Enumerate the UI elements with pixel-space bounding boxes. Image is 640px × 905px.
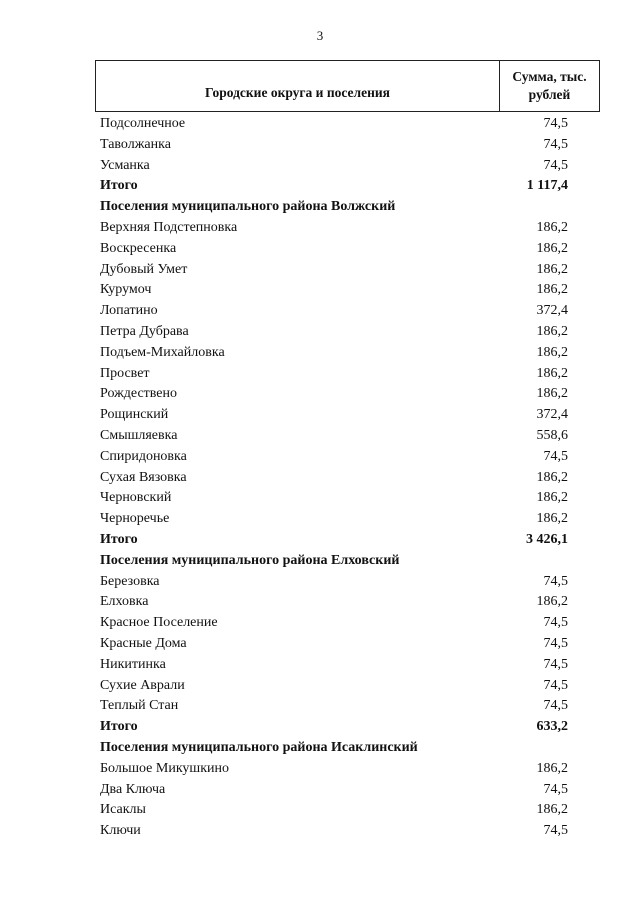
settlement-name: Итого [100,531,138,547]
table-row [0,572,640,593]
table-row [0,322,640,343]
table-row [0,696,640,717]
section-heading: Поселения муниципального района Елховский [100,552,400,568]
settlement-name: Сухая Вязовка [100,469,187,485]
section-heading: Поселения муниципального района Волжский [100,199,396,215]
settlement-name: Таволжанка [100,136,171,152]
table-row [0,655,640,676]
amount: 186,2 [536,219,568,235]
table-row [0,156,640,177]
table-row [0,592,640,613]
section-heading-row [0,197,640,218]
amount: 74,5 [543,698,568,714]
table-header [95,60,600,112]
table-row [0,468,640,489]
page-number: 3 [316,28,324,43]
amount: 186,2 [536,594,568,610]
settlement-name: Ключи [100,823,141,839]
settlement-name: Петра Дубрава [100,323,189,339]
total-row [0,717,640,738]
table-row [0,509,640,530]
table-row [0,613,640,634]
amount: 186,2 [536,490,568,506]
table-row [0,488,640,509]
column-header-sum-line1: Сумма, тыс. [512,69,587,84]
table-row [0,447,640,468]
amount: 186,2 [536,261,568,277]
table-row [0,634,640,655]
settlement-name: Усманка [100,157,150,173]
table-row [0,384,640,405]
table-row [0,135,640,156]
table-row [0,280,640,301]
table-body [0,114,640,842]
amount: 74,5 [543,615,568,631]
amount: 74,5 [543,656,568,672]
settlement-name: Подъем-Михайловка [100,344,225,360]
settlement-name: Смышляевка [100,427,178,443]
table-row [0,780,640,801]
total-row [0,530,640,551]
table-row [0,364,640,385]
amount: 74,5 [543,635,568,651]
total-amount: 3 426,1 [526,531,568,547]
settlement-name: Воскресенка [100,240,177,256]
settlement-name: Сухие Аврали [100,677,185,693]
amount: 372,4 [536,407,568,423]
amount: 558,6 [536,427,568,443]
table-row [0,800,640,821]
amount: 186,2 [536,511,568,527]
amount: 74,5 [543,677,568,693]
amount: 186,2 [536,386,568,402]
amount: 74,5 [543,823,568,839]
section-heading-row [0,551,640,572]
amount: 372,4 [536,303,568,319]
table-row [0,239,640,260]
amount: 74,5 [543,448,568,464]
settlement-name: Никитинка [100,656,166,672]
amount: 186,2 [536,282,568,298]
section-heading: Поселения муниципального района Исаклинский [100,739,418,755]
settlement-name: Спиридоновка [100,448,187,464]
settlement-name: Дубовый Умет [100,261,188,277]
settlement-name: Елховка [100,594,149,610]
settlement-name: Рощинский [100,407,169,423]
amount: 74,5 [543,136,568,152]
section-heading-row [0,738,640,759]
settlement-name: Верхняя Подстепновка [100,219,238,235]
table-row [0,405,640,426]
amount: 186,2 [536,802,568,818]
settlement-name: Итого [100,719,138,735]
settlement-name: Красные Дома [100,635,187,651]
total-amount: 1 117,4 [526,178,568,194]
amount: 74,5 [543,781,568,797]
settlement-name: Черновский [100,490,172,506]
amount: 74,5 [543,157,568,173]
column-header-sum [500,61,599,111]
table-row [0,426,640,447]
settlement-name: Рождествено [100,386,178,402]
amount: 186,2 [536,365,568,381]
amount: 186,2 [536,240,568,256]
settlement-name: Черноречье [100,511,170,527]
total-amount: 633,2 [536,719,568,735]
column-header-settlements: Городские округа и поселения [96,61,500,111]
settlement-name: Теплый Стан [100,698,179,714]
settlement-name: Березовка [100,573,160,589]
column-header-sum-line2: рублей [528,87,571,102]
amount: 186,2 [536,469,568,485]
settlement-name: Исаклы [100,802,146,818]
table-row [0,676,640,697]
amount: 186,2 [536,323,568,339]
settlement-name: Большое Микушкино [100,760,230,776]
settlement-name: Просвет [100,365,150,381]
amount: 74,5 [543,573,568,589]
table-row [0,821,640,842]
table-row [0,260,640,281]
table-row [0,218,640,239]
settlement-name: Два Ключа [100,781,166,797]
settlement-name: Курумоч [100,282,152,298]
table-row [0,114,640,135]
settlement-name: Подсолнечное [100,116,186,131]
settlement-name: Итого [100,178,138,194]
table-row [0,343,640,364]
table-row [0,759,640,780]
amount: 74,5 [543,116,568,131]
total-row [0,176,640,197]
settlement-name: Лопатино [100,303,158,319]
settlement-name: Красное Поселение [100,615,218,631]
amount: 186,2 [536,760,568,776]
amount: 186,2 [536,344,568,360]
table-row [0,301,640,322]
